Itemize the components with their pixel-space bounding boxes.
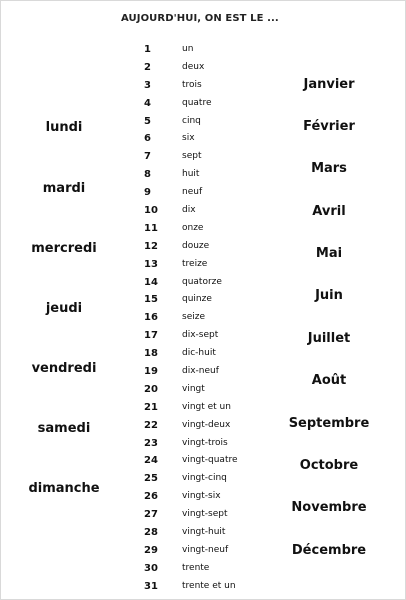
number-row-19 bbox=[144, 363, 264, 381]
number-row-27 bbox=[144, 506, 264, 524]
number-row-8 bbox=[144, 166, 264, 184]
page-title: AUJOURD'HUI, ON EST LE ... bbox=[121, 13, 279, 24]
number-word: douze bbox=[182, 240, 210, 251]
number-word: trois bbox=[182, 79, 202, 90]
number-word: six bbox=[182, 133, 195, 144]
weekday-mardi: mardi bbox=[42, 181, 86, 196]
number-row-22 bbox=[144, 417, 264, 435]
number-row-29 bbox=[144, 542, 264, 560]
number-digit: 1 bbox=[144, 44, 151, 55]
number-word: seize bbox=[182, 312, 205, 323]
number-word: vingt-six bbox=[182, 491, 221, 502]
number-digit: 27 bbox=[144, 509, 158, 521]
month-decembre: Décembre bbox=[291, 543, 367, 558]
number-row-6 bbox=[144, 130, 264, 148]
month-avril: Avril bbox=[312, 204, 346, 219]
number-list bbox=[144, 41, 264, 596]
number-row-2 bbox=[144, 59, 264, 77]
number-digit: 22 bbox=[144, 419, 158, 431]
number-digit: 15 bbox=[144, 294, 158, 306]
number-word: dic-huit bbox=[182, 348, 216, 359]
number-digit: 7 bbox=[144, 151, 151, 163]
number-digit: 3 bbox=[144, 79, 151, 91]
number-digit: 5 bbox=[144, 115, 151, 127]
number-row-13 bbox=[144, 256, 264, 274]
weekday-samedi: samedi bbox=[37, 421, 91, 436]
number-word: deux bbox=[182, 61, 205, 72]
number-row-21 bbox=[144, 399, 264, 417]
number-word: vingt-sept bbox=[182, 509, 228, 520]
number-word: quatre bbox=[182, 97, 212, 108]
number-digit: 25 bbox=[144, 473, 158, 485]
number-row-3 bbox=[144, 77, 264, 95]
number-row-4 bbox=[144, 95, 264, 113]
number-digit: 24 bbox=[144, 455, 158, 467]
month-juillet: Juillet bbox=[307, 331, 351, 346]
number-word: trente bbox=[182, 562, 210, 573]
number-row-20 bbox=[144, 381, 264, 399]
number-digit: 30 bbox=[144, 562, 158, 574]
number-digit: 31 bbox=[144, 580, 158, 592]
weekday-lundi: lundi bbox=[45, 120, 83, 135]
number-digit: 18 bbox=[144, 348, 158, 360]
number-row-5 bbox=[144, 113, 264, 131]
number-word: trente et un bbox=[182, 580, 236, 591]
number-digit: 10 bbox=[144, 205, 158, 217]
number-row-23 bbox=[144, 435, 264, 453]
month-aout: Août bbox=[311, 373, 347, 388]
number-row-17 bbox=[144, 327, 264, 345]
number-word: dix bbox=[182, 205, 196, 216]
number-digit: 23 bbox=[144, 437, 158, 449]
weekday-dimanche: dimanche bbox=[28, 481, 100, 496]
number-row-16 bbox=[144, 309, 264, 327]
number-row-28 bbox=[144, 524, 264, 542]
number-row-7 bbox=[144, 148, 264, 166]
number-word: vingt-deux bbox=[182, 419, 231, 430]
number-word: vingt-huit bbox=[182, 527, 226, 538]
month-mai: Mai bbox=[315, 246, 343, 261]
number-word: neuf bbox=[182, 187, 203, 198]
month-fevrier: Février bbox=[303, 119, 355, 134]
number-digit: 19 bbox=[144, 366, 158, 378]
number-digit: 21 bbox=[144, 401, 158, 413]
number-digit: 17 bbox=[144, 330, 158, 342]
number-digit: 29 bbox=[144, 544, 158, 556]
month-juin: Juin bbox=[315, 288, 343, 303]
number-word: quinze bbox=[182, 294, 212, 305]
number-word: un bbox=[182, 44, 194, 54]
number-digit: 16 bbox=[144, 312, 158, 324]
number-row-30 bbox=[144, 560, 264, 578]
weekday-vendredi: vendredi bbox=[31, 361, 97, 376]
number-row-31 bbox=[144, 578, 264, 596]
number-word: onze bbox=[182, 222, 204, 233]
number-row-9 bbox=[144, 184, 264, 202]
number-word: vingt-cinq bbox=[182, 473, 227, 484]
month-janvier: Janvier bbox=[303, 77, 355, 92]
number-digit: 11 bbox=[144, 222, 158, 234]
number-digit: 20 bbox=[144, 383, 158, 395]
number-word: vingt-neuf bbox=[182, 544, 229, 555]
number-digit: 26 bbox=[144, 491, 158, 503]
number-word: sept bbox=[182, 151, 202, 162]
number-word: treize bbox=[182, 258, 208, 269]
number-row-25 bbox=[144, 470, 264, 488]
month-novembre: Novembre bbox=[291, 500, 367, 515]
number-word: vingt-quatre bbox=[182, 455, 238, 466]
number-digit: 9 bbox=[144, 187, 151, 199]
number-row-11 bbox=[144, 220, 264, 238]
number-row-10 bbox=[144, 202, 264, 220]
number-digit: 28 bbox=[144, 527, 158, 539]
number-row-18 bbox=[144, 345, 264, 363]
number-word: vingt bbox=[182, 383, 205, 394]
number-word: dix-sept bbox=[182, 330, 219, 341]
number-digit: 14 bbox=[144, 276, 158, 288]
number-digit: 4 bbox=[144, 97, 151, 109]
number-row-15 bbox=[144, 291, 264, 309]
month-mars: Mars bbox=[311, 161, 347, 176]
number-digit: 8 bbox=[144, 169, 151, 181]
number-digit: 13 bbox=[144, 258, 158, 270]
number-word: vingt et un bbox=[182, 401, 231, 412]
number-row-24 bbox=[144, 452, 264, 470]
month-septembre: Septembre bbox=[288, 416, 370, 431]
number-word: huit bbox=[182, 169, 200, 180]
number-row-14 bbox=[144, 274, 264, 292]
number-digit: 2 bbox=[144, 61, 151, 73]
number-digit: 12 bbox=[144, 240, 158, 252]
number-word: vingt-trois bbox=[182, 437, 228, 448]
number-word: cinq bbox=[182, 115, 201, 126]
number-word: dix-neuf bbox=[182, 366, 219, 377]
weekday-jeudi: jeudi bbox=[45, 301, 83, 316]
number-row-12 bbox=[144, 238, 264, 256]
month-octobre: Octobre bbox=[299, 458, 359, 473]
number-digit: 6 bbox=[144, 133, 151, 145]
number-row-1 bbox=[144, 41, 264, 59]
number-word: quatorze bbox=[182, 276, 222, 287]
weekday-mercredi: mercredi bbox=[31, 241, 97, 256]
number-row-26 bbox=[144, 488, 264, 506]
